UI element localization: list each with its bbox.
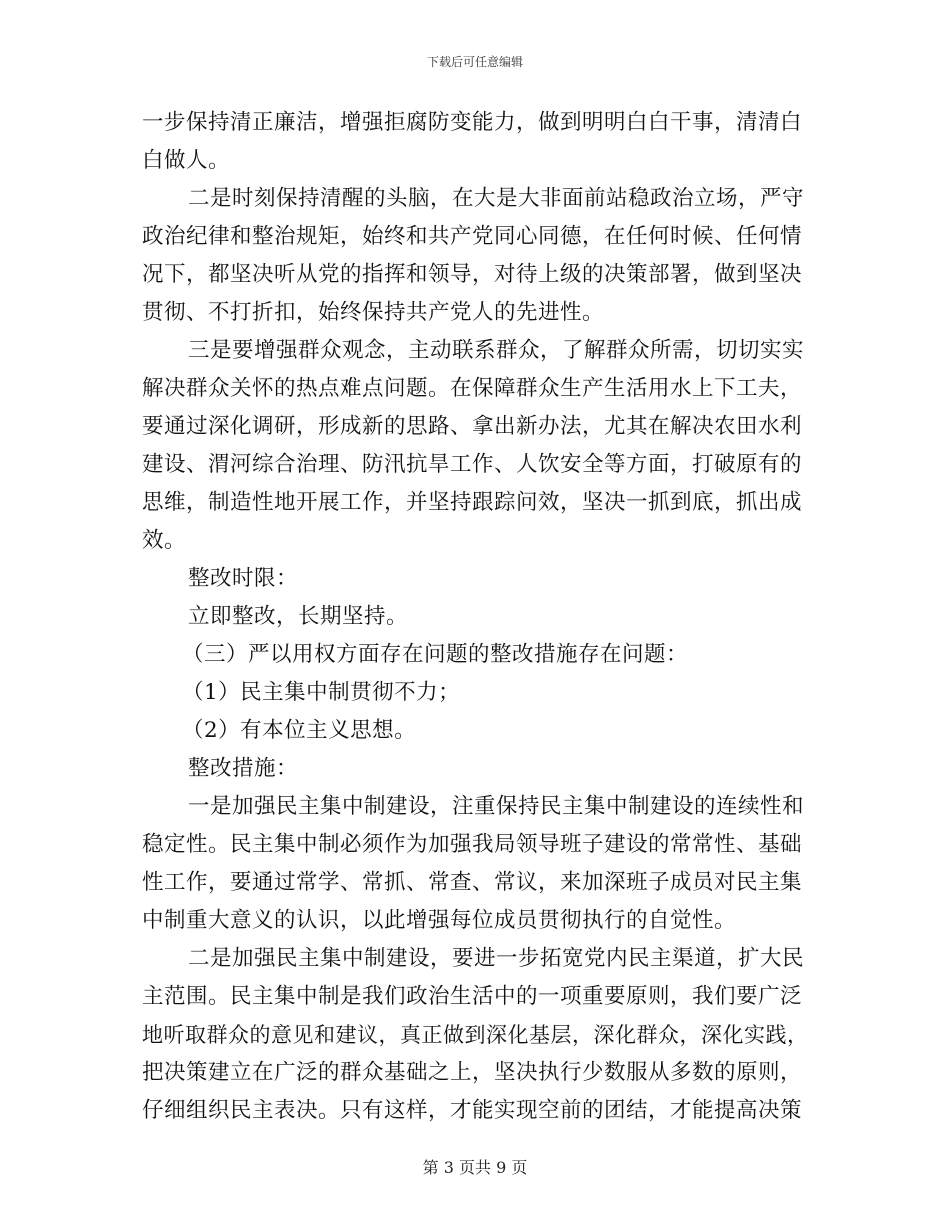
text-line: 地听取群众的意见和建议，真正做到深化基层，深化群众，深化实践，	[142, 1023, 809, 1047]
text-line: 要通过深化调研，形成新的思路、拿出新办法，尤其在解决农田水利	[142, 414, 803, 439]
text-line: 况下，都坚决听从党的指挥和领导，对待上级的决策部署，做到坚决	[142, 262, 803, 287]
text-line: 一步保持清正廉洁，增强拒腐防变能力，做到明明白白干事，清清白	[142, 110, 803, 135]
text-line: 三是要增强群众观念，主动联系群众，了解群众所需，切切实实	[188, 338, 805, 363]
text-line: 贯彻、不打折扣，始终保持共产党人的先进性。	[142, 300, 605, 325]
text-line: （1）民主集中制贯彻不力；	[182, 680, 461, 705]
text-line: 解决群众关怀的热点难点问题。在保障群众生产生活用水上下工夫，	[142, 376, 803, 401]
text-line: 二是时刻保持清醒的头脑，在大是大非面前站稳政治立场，严守	[188, 186, 805, 211]
text-line: 性工作，要通过常学、常抓、常查、常议，来加深班子成员对民主集	[142, 870, 803, 895]
document-body	[142, 104, 810, 1130]
text-line: 把决策建立在广泛的群众基础之上，坚决执行少数服从多数的原则，	[142, 1060, 803, 1085]
page-number-footer: 第 3 页共 9 页	[422, 1158, 528, 1177]
text-line: 中制重大意义的认识，以此增强每位成员贯彻执行的自觉性。	[142, 908, 737, 933]
text-line: 稳定性。民主集中制必须作为加强我局领导班子建设的常常性、基础	[142, 832, 803, 857]
text-line: 整改时限：	[188, 566, 299, 591]
page-header: 下载后可任意编辑	[426, 55, 523, 69]
text-line: 建设、渭河综合治理、防汛抗旱工作、人饮安全等方面，打破原有的	[142, 452, 803, 477]
text-line: 整改措施：	[188, 756, 299, 781]
text-line: （三）严以用权方面存在问题的整改措施存在问题：	[182, 642, 689, 667]
text-line: 二是加强民主集中制建设，要进一步拓宽党内民主渠道，扩大民	[188, 946, 805, 971]
text-line: 思维，制造性地开展工作，并坚持跟踪问效，坚决一抓到底，抓出成	[142, 490, 803, 515]
text-line: （2）有本位主义思想。	[182, 718, 417, 743]
text-line: 政治纪律和整治规矩，始终和共产党同心同德，在任何时候、任何情	[142, 224, 803, 249]
text-line: 一是加强民主集中制建设，注重保持民主集中制建设的连续性和	[188, 794, 805, 819]
text-line: 仔细组织民主表决。只有这样，才能实现空前的团结，才能提高决策	[142, 1098, 803, 1123]
text-line: 主范围。民主集中制是我们政治生活中的一项重要原则，我们要广泛	[142, 984, 803, 1009]
text-line: 立即整改，长期坚持。	[188, 604, 409, 629]
text-line: 白做人。	[142, 148, 231, 173]
text-line: 效。	[142, 528, 187, 553]
